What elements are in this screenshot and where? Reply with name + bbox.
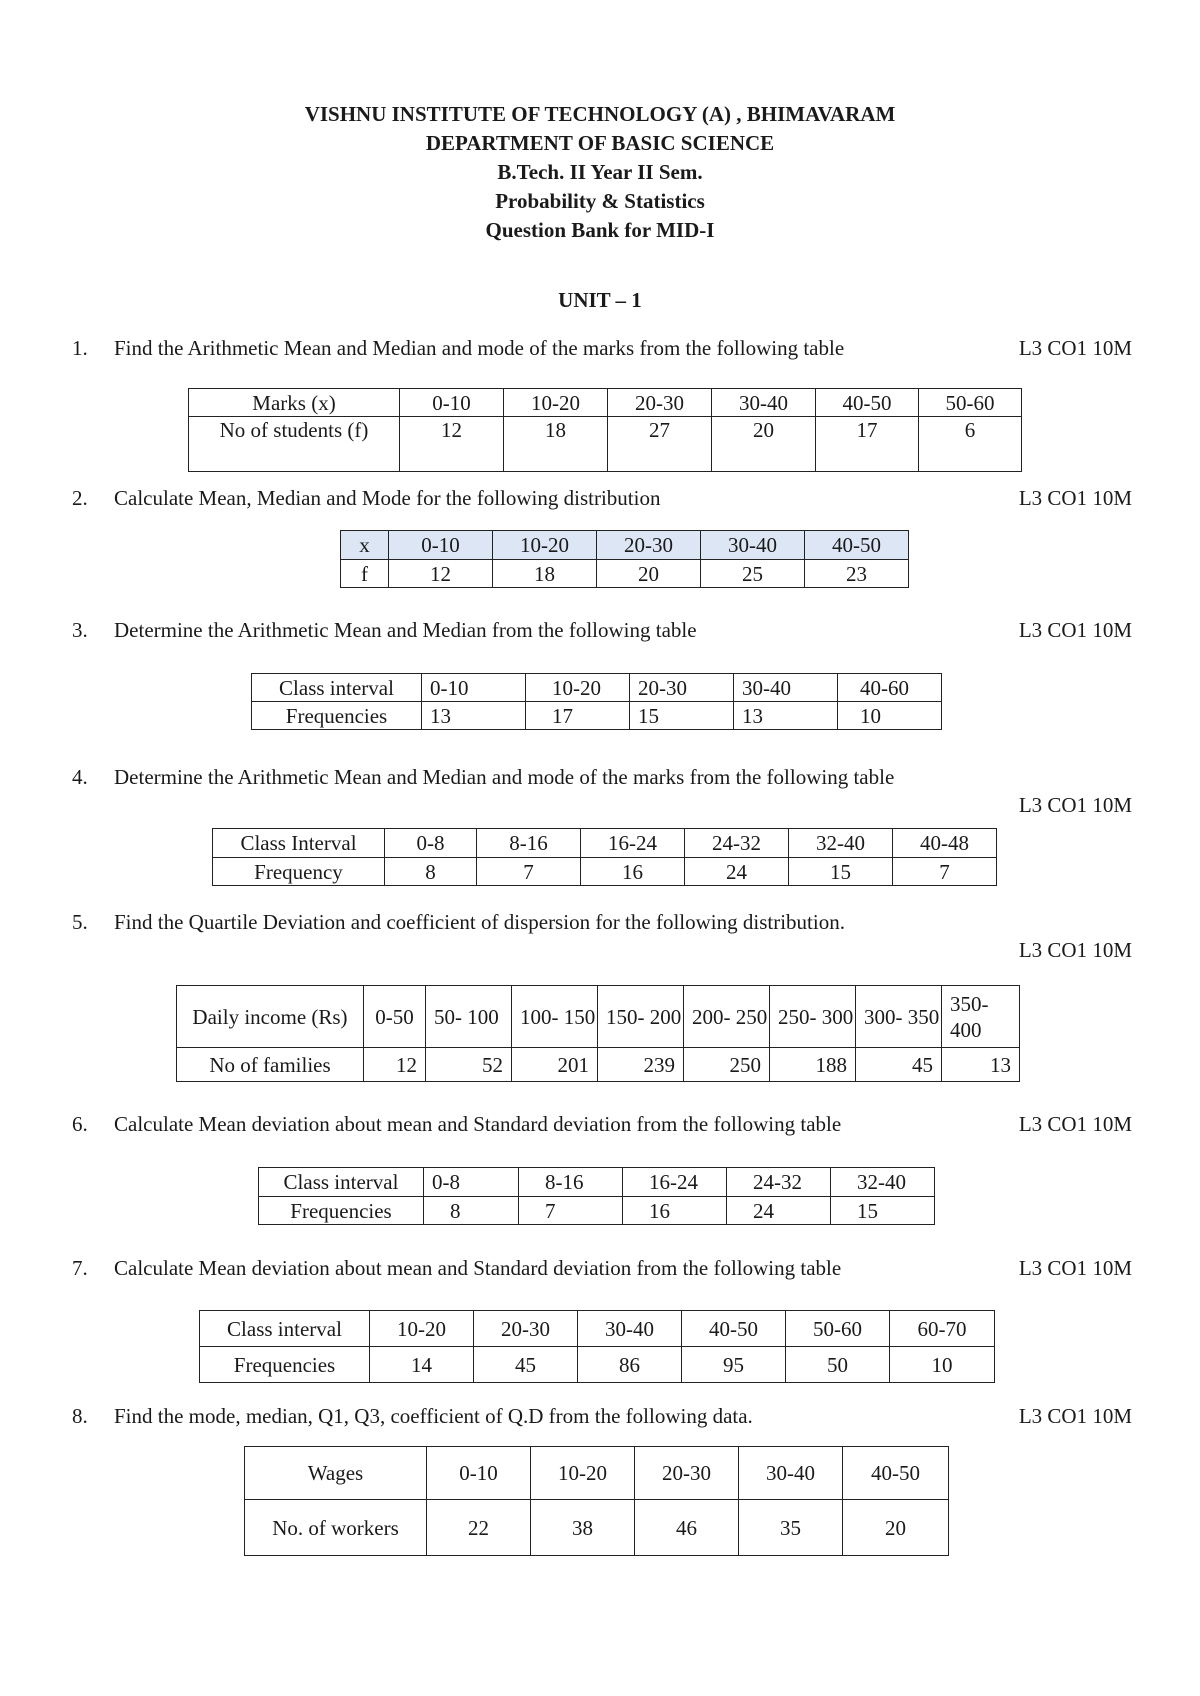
table-cell: 201	[512, 1048, 598, 1082]
table-cell: 13	[422, 702, 526, 730]
question-tag: L3 CO1 10M	[1018, 1404, 1132, 1428]
table-cell: 10-20	[504, 389, 608, 417]
question-5-table	[176, 985, 1020, 1082]
table-cell: 40-48	[893, 829, 997, 858]
table-cell: 50- 100	[426, 986, 512, 1048]
table-cell: 16	[623, 1197, 727, 1225]
table-cell: 16-24	[581, 829, 685, 858]
table-cell: 30-40	[701, 531, 805, 560]
table-cell: 40-50	[682, 1311, 786, 1347]
unit-heading: UNIT – 1	[558, 288, 642, 312]
question-number: 2.	[72, 486, 88, 510]
table-cell: 20-30	[630, 674, 734, 702]
table-cell: Class interval	[252, 674, 422, 702]
question-number: 8.	[72, 1404, 88, 1428]
question-number: 5.	[72, 910, 88, 934]
table-cell: Class Interval	[213, 829, 385, 858]
table-cell: 95	[682, 1347, 786, 1383]
table-cell: 250- 300	[770, 986, 856, 1048]
table-cell: 0-8	[385, 829, 477, 858]
table-cell: 35	[739, 1500, 843, 1556]
table-cell: 30-40	[578, 1311, 682, 1347]
table-cell: 14	[370, 1347, 474, 1383]
table-cell: f	[341, 560, 389, 588]
table-cell: 18	[504, 417, 608, 472]
question-6-table	[258, 1167, 935, 1225]
table-cell: 20-30	[474, 1311, 578, 1347]
table-cell: 200- 250	[684, 986, 770, 1048]
table-cell: 16	[581, 858, 685, 886]
table-cell: 20	[712, 417, 816, 472]
table-cell: 50-60	[919, 389, 1022, 417]
table-cell: 45	[474, 1347, 578, 1383]
table-cell: Class interval	[259, 1168, 424, 1197]
table-cell: Wages	[245, 1447, 427, 1500]
table-cell: 16-24	[623, 1168, 727, 1197]
table-cell: 60-70	[890, 1311, 995, 1347]
table-cell: 22	[427, 1500, 531, 1556]
question-number: 7.	[72, 1256, 88, 1280]
table-cell: 40-50	[816, 389, 919, 417]
table-cell: 0-10	[389, 531, 493, 560]
table-cell: 13	[942, 1048, 1020, 1082]
table-cell: 24	[727, 1197, 831, 1225]
table-cell: 10-20	[493, 531, 597, 560]
table-cell: 20-30	[635, 1447, 739, 1500]
table-cell: 86	[578, 1347, 682, 1383]
subject-name: Probability & Statistics	[495, 189, 705, 213]
table-cell: 30-40	[734, 674, 838, 702]
question-tag: L3 CO1 10M	[1018, 618, 1132, 642]
question-number: 1.	[72, 336, 88, 360]
table-cell: 38	[531, 1500, 635, 1556]
table-cell: 150- 200	[598, 986, 684, 1048]
question-7-table	[199, 1310, 995, 1383]
question-tag: L3 CO1 10M	[1018, 1256, 1132, 1280]
question-number: 4.	[72, 765, 88, 789]
document-header	[0, 100, 1200, 245]
question-text: Determine the Arithmetic Mean and Median from the following table	[114, 618, 697, 642]
table-cell: 23	[805, 560, 909, 588]
table-cell: 8-16	[519, 1168, 623, 1197]
table-cell: 40-60	[838, 674, 942, 702]
table-cell: 239	[598, 1048, 684, 1082]
table-cell: 20-30	[597, 531, 701, 560]
question-text: Calculate Mean, Median and Mode for the following distribution	[114, 486, 661, 510]
question-tag: L3 CO1 10M	[1018, 1112, 1132, 1136]
table-cell: 12	[400, 417, 504, 472]
question-text: Calculate Mean deviation about mean and Standard deviation from the following table	[114, 1112, 842, 1136]
question-2-table	[340, 530, 909, 588]
question-number: 3.	[72, 618, 88, 642]
question-3-table	[251, 673, 942, 730]
question-1-table	[188, 388, 1022, 472]
table-cell: 10	[838, 702, 942, 730]
table-cell: No of students (f)	[189, 417, 400, 472]
table-cell: 8	[424, 1197, 519, 1225]
table-cell: 20-30	[608, 389, 712, 417]
table-cell: 10-20	[531, 1447, 635, 1500]
table-cell: 10	[890, 1347, 995, 1383]
table-cell: 7	[519, 1197, 623, 1225]
table-cell: 7	[893, 858, 997, 886]
table-cell: 40-50	[843, 1447, 949, 1500]
question-8-table	[244, 1446, 949, 1556]
table-cell: 12	[364, 1048, 426, 1082]
table-cell: Class interval	[200, 1311, 370, 1347]
table-cell: 32-40	[789, 829, 893, 858]
table-cell: 24	[685, 858, 789, 886]
table-cell: No. of workers	[245, 1500, 427, 1556]
table-cell: 25	[701, 560, 805, 588]
table-cell: 17	[526, 702, 630, 730]
question-tag: L3 CO1 10M	[1018, 486, 1132, 510]
table-cell: Frequencies	[259, 1197, 424, 1225]
table-cell: No of families	[177, 1048, 364, 1082]
table-cell: 13	[734, 702, 838, 730]
table-cell: 12	[389, 560, 493, 588]
table-cell: x	[341, 531, 389, 560]
institute-name: VISHNU INSTITUTE OF TECHNOLOGY (A) , BHIMAVARAM	[304, 102, 896, 126]
table-cell: Marks (x)	[189, 389, 400, 417]
question-tag: L3 CO1 10M	[1018, 336, 1132, 360]
table-cell: 15	[789, 858, 893, 886]
question-text: Find the Arithmetic Mean and Median and mode of the marks from the following table	[114, 336, 845, 360]
table-cell: 0-10	[427, 1447, 531, 1500]
table-cell: 30-40	[712, 389, 816, 417]
table-cell: 0-8	[424, 1168, 519, 1197]
table-cell: 7	[477, 858, 581, 886]
table-cell: Daily income (Rs)	[177, 986, 364, 1048]
table-cell: Frequencies	[200, 1347, 370, 1383]
table-cell: 8-16	[477, 829, 581, 858]
table-cell: 52	[426, 1048, 512, 1082]
question-text: Determine the Arithmetic Mean and Median and mode of the marks from the following table	[114, 765, 895, 789]
table-cell: 24-32	[685, 829, 789, 858]
table-cell: 188	[770, 1048, 856, 1082]
table-cell: 32-40	[831, 1168, 935, 1197]
table-cell: 50-60	[786, 1311, 890, 1347]
table-cell: 15	[831, 1197, 935, 1225]
question-number: 6.	[72, 1112, 88, 1136]
table-cell: 0-50	[364, 986, 426, 1048]
table-cell: 20	[843, 1500, 949, 1556]
question-tag: L3 CO1 10M	[1018, 938, 1132, 962]
question-text: Calculate Mean deviation about mean and Standard deviation from the following table	[114, 1256, 842, 1280]
question-4-table	[212, 828, 997, 886]
table-cell: 46	[635, 1500, 739, 1556]
table-cell: 6	[919, 417, 1022, 472]
table-cell: 10-20	[526, 674, 630, 702]
course-name: B.Tech. II Year II Sem.	[497, 160, 703, 184]
table-cell: 30-40	[739, 1447, 843, 1500]
table-cell: 250	[684, 1048, 770, 1082]
table-cell: 45	[856, 1048, 942, 1082]
table-cell: 50	[786, 1347, 890, 1383]
table-cell: Frequencies	[252, 702, 422, 730]
table-cell: 15	[630, 702, 734, 730]
document-title: Question Bank for MID-I	[485, 218, 715, 242]
table-cell: 27	[608, 417, 712, 472]
question-text: Find the mode, median, Q1, Q3, coefficient of Q.D from the following data.	[114, 1404, 753, 1428]
table-cell: 20	[597, 560, 701, 588]
table-cell: 300- 350	[856, 986, 942, 1048]
table-cell: 0-10	[422, 674, 526, 702]
table-cell: 350- 400	[942, 986, 1020, 1048]
table-cell: Frequency	[213, 858, 385, 886]
table-cell: 100- 150	[512, 986, 598, 1048]
table-cell: 0-10	[400, 389, 504, 417]
department-name: DEPARTMENT OF BASIC SCIENCE	[425, 131, 775, 155]
table-cell: 8	[385, 858, 477, 886]
question-tag: L3 CO1 10M	[1018, 793, 1132, 817]
table-cell: 10-20	[370, 1311, 474, 1347]
table-cell: 40-50	[805, 531, 909, 560]
table-cell: 17	[816, 417, 919, 472]
question-text: Find the Quartile Deviation and coefficient of dispersion for the following distribution.	[114, 910, 845, 934]
table-cell: 18	[493, 560, 597, 588]
table-cell: 24-32	[727, 1168, 831, 1197]
